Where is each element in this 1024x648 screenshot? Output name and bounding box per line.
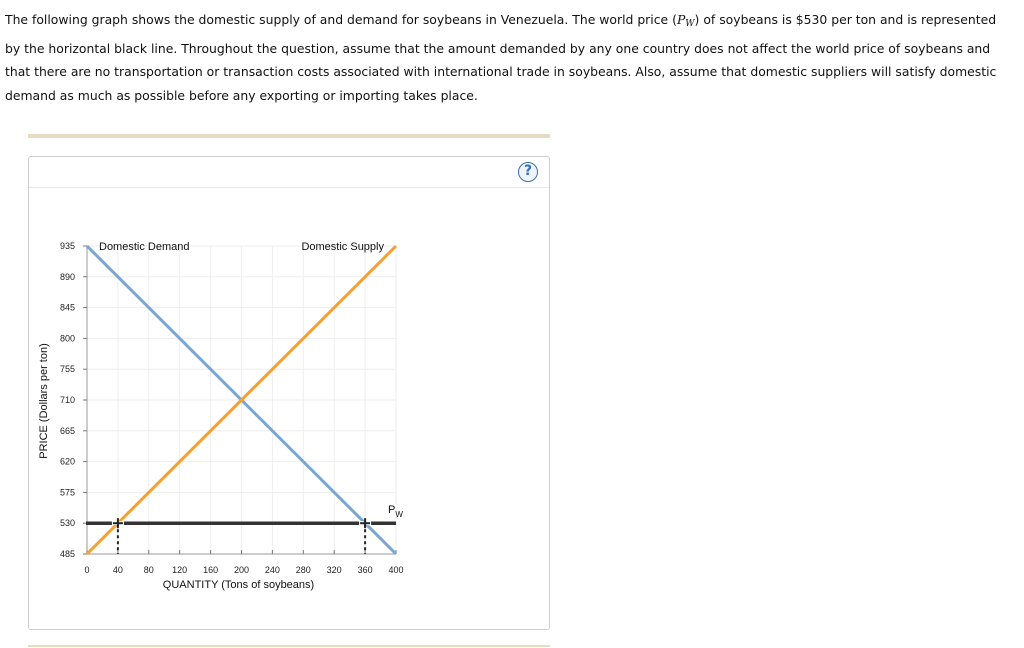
world-price-symbol: $P_W$ <box>676 12 695 29</box>
world-price-group <box>86 504 403 554</box>
top-divider <box>28 134 550 138</box>
x-tick-label: 160 <box>203 565 219 575</box>
x-axis-title: QUANTITY (Tons of soybeans) <box>162 579 315 591</box>
labels <box>38 241 384 591</box>
x-tick-label: 240 <box>264 565 280 575</box>
x-tick-label: 0 <box>84 565 90 575</box>
x-tick-label: 320 <box>326 565 342 575</box>
domestic-demand-label: Domestic Demand <box>99 241 190 253</box>
y-tick-label: 530 <box>59 518 75 529</box>
y-tick-label: 485 <box>59 549 75 559</box>
x-tick-label: 360 <box>357 565 373 575</box>
x-tick-label: 120 <box>172 565 188 575</box>
y-tick-label: 845 <box>59 302 75 313</box>
world-price-label: $P_W$ <box>388 504 403 520</box>
y-tick-label: 710 <box>59 395 75 405</box>
y-tick-label: 755 <box>59 364 75 375</box>
question-part2: ) of soybeans is $530 per ton and is represented by the horizontal black line. Throughout the question, assume that the amount demanded by any one country does not affect the world price of soybeans and that there are no transportation or transaction costs associated with international trade in soybeans. Also, assume that domestic suppliers will satisfy domestic demand as much as possible before any exporting or importing takes place. <box>5 12 997 103</box>
y-tick-label: 890 <box>59 271 75 282</box>
x-tick-label: 400 <box>388 565 404 575</box>
graph-panel <box>28 156 550 630</box>
domestic-supply-label: Domestic Supply <box>301 241 384 253</box>
y-tick-label: 575 <box>59 487 75 498</box>
x-tick-label: 40 <box>112 565 123 575</box>
y-axis-title: PRICE (Dollars per ton) <box>38 343 50 459</box>
question-text <box>5 8 1005 107</box>
y-tick-label: 620 <box>59 456 75 467</box>
y-tick-label: 935 <box>59 241 75 251</box>
help-icon[interactable]: ? <box>518 162 538 182</box>
bottom-divider <box>28 645 550 647</box>
x-tick-label: 80 <box>143 565 154 575</box>
y-tick-label: 800 <box>59 333 75 344</box>
y-tick-label: 665 <box>59 425 75 436</box>
question-part1: The following graph shows the domestic supply of and demand for soybeans in Venezuela. The world price ( <box>5 12 677 27</box>
x-tick-label: 280 <box>295 565 311 575</box>
chart <box>29 157 549 629</box>
x-tick-label: 200 <box>233 565 250 575</box>
